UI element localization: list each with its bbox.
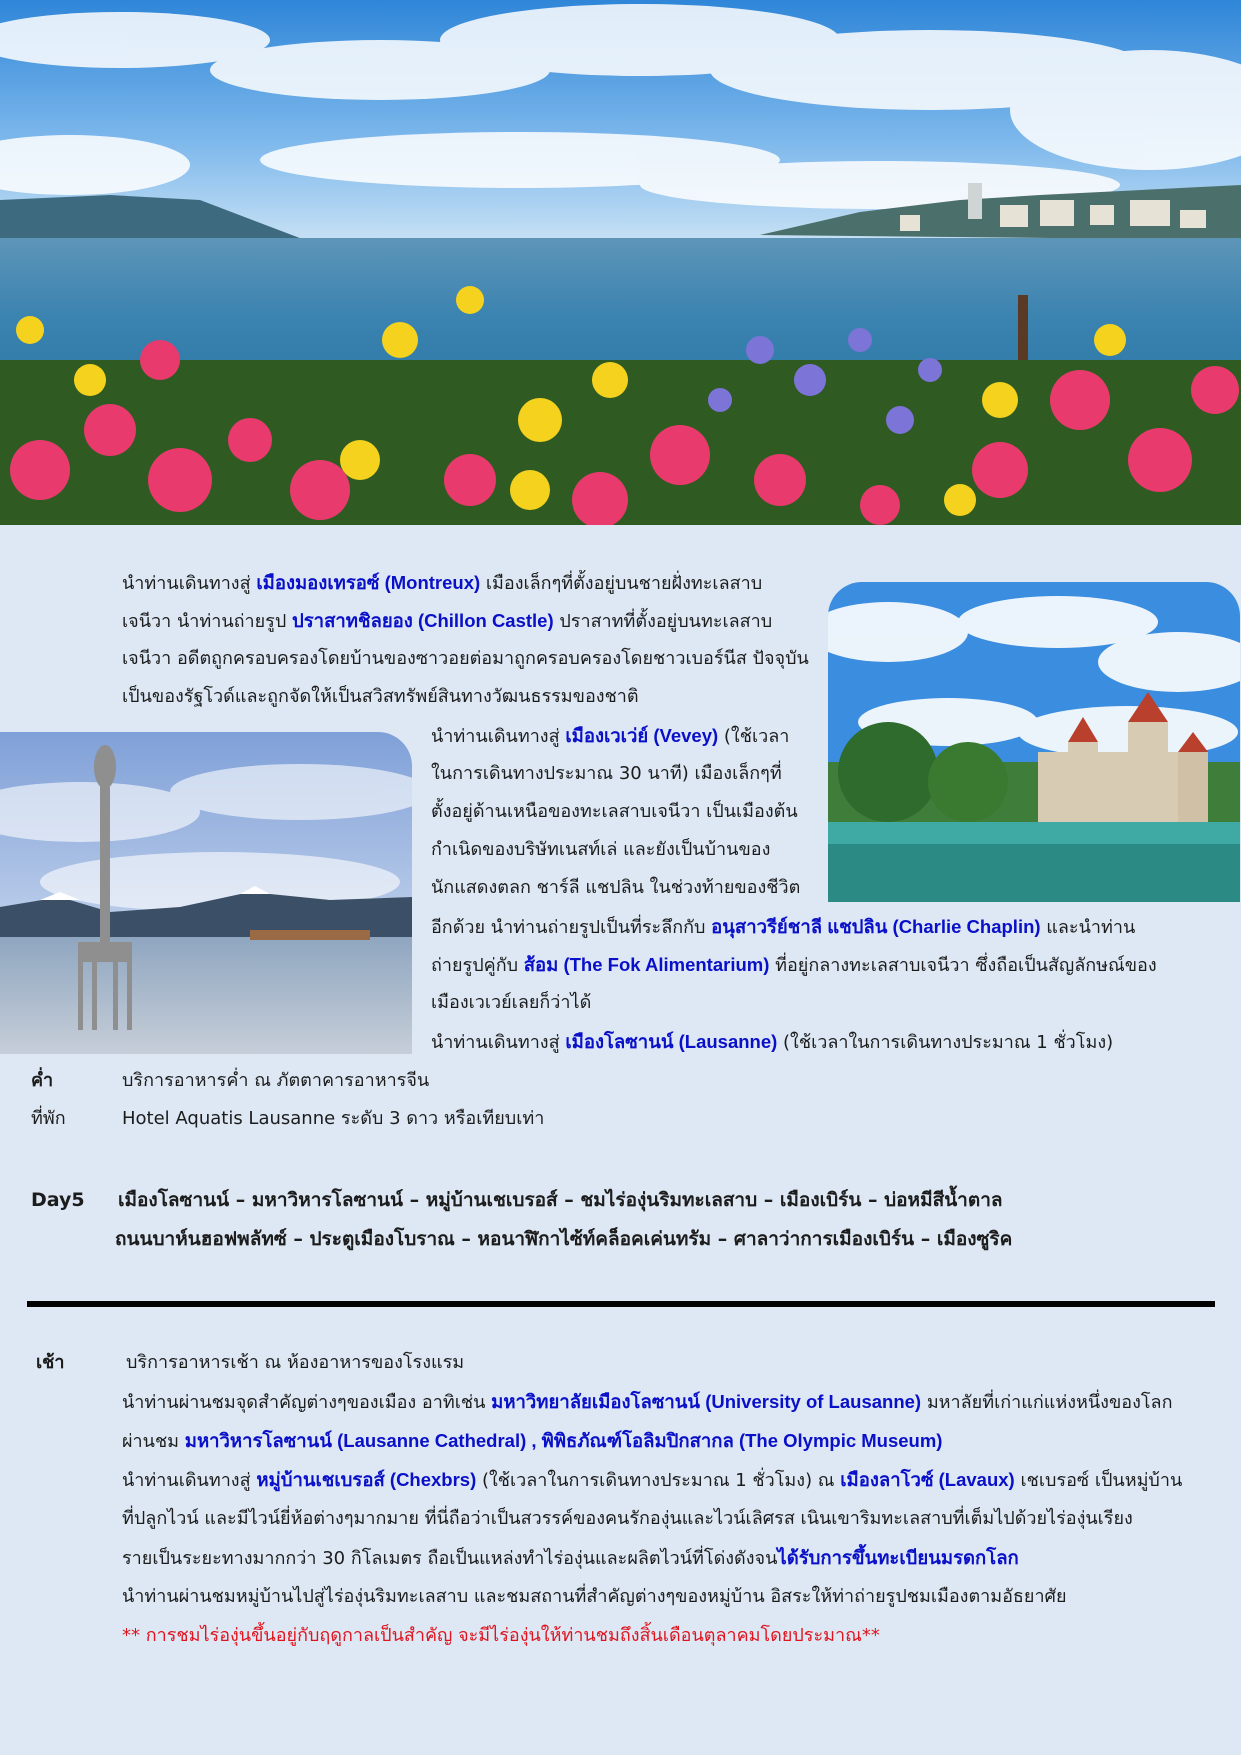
vevey-line-3: ตั้งอยู่ด้านเหนือของทะเลสาบเจนีวา เป็นเมืองต้น <box>431 801 798 822</box>
vevey-line-8: เมืองเวเวย์เลยก็ว่าได้ <box>431 992 592 1013</box>
lausanne-line-4: ที่ปลูกไวน์ และมีไวน์ยี่ห้อต่างๆมากมาย ที่นี่ถือว่าเป็นสวรรค์ของคนรักองุ่นและไวน์เลิศรส เนินเขาริมทะเลสาบที่เต็มไปด้วยไร่องุ่นเรียง <box>122 1508 1133 1529</box>
chillon-castle-image <box>828 582 1240 902</box>
vevey-line-9: นำท่านเดินทางสู่ เมืองโลซานน์ (Lausanne) (ใช้เวลาในการเดินทางประมาณ 1 ชั่วโมง) <box>431 1031 1114 1053</box>
hotel-label: ที่พัก <box>31 1108 66 1129</box>
day-title-line-1: เมืองโลซานน์ – มหาวิหารโลซานน์ – หมู่บ้านเชเบรอส์ – ชมไร่องุ่นริมทะเลสาบ – เมืองเบิร์น – บ่อหมีสีน้ำตาล <box>118 1189 1003 1211</box>
vevey-line-2: ในการเดินทางประมาณ 30 นาที) เมืองเล็กๆที่ <box>431 763 782 784</box>
breakfast-label: เช้า <box>36 1352 65 1373</box>
montreux-line-3: เจนีวา อดีตถูกครอบครองโดยบ้านของซาวอยต่อมาถูกครอบครองโดยชาวเบอร์นีส ปัจจุบัน <box>122 648 809 669</box>
breakfast-text: บริการอาหารเช้า ณ ห้องอาหารของโรงแรม <box>126 1352 465 1373</box>
vevey-line-1: นำท่านเดินทางสู่ เมืองเวเว่ย์ (Vevey) (ใช้เวลา <box>431 725 790 747</box>
hotel-text: Hotel Aquatis Lausanne ระดับ 3 ดาว หรือเทียบเท่า <box>122 1108 545 1129</box>
lausanne-line-5: รายเป็นระยะทางมากกว่า 30 กิโลเมตร ถือเป็นแหล่งทำไร่องุ่นและผลิตไวน์ที่โด่งดังจนได้รับการขึ้นทะเบียนมรดกโลก <box>122 1547 1019 1569</box>
vevey-line-4: กำเนิดของบริษัทเนสท์เล่ และยังเป็นบ้านของ <box>431 839 771 860</box>
fork-alimentarium-image <box>0 732 412 1054</box>
vineyard-note: ** การชมไร่องุ่นขึ้นอยู่กับฤดูกาลเป็นสำคัญ จะมีไร่องุ่นให้ท่านชมถึงสิ้นเดือนตุลาคมโดยประมาณ** <box>122 1625 880 1646</box>
lausanne-line-6: นำท่านผ่านชมหมู่บ้านไปสู่ไร่องุ่นริมทะเลสาบ และชมสถานที่สำคัญต่างๆของหมู่บ้าน อิสระให้ท่าถ่ายรูปชมเมืองตามอัธยาศัย <box>122 1586 1067 1607</box>
dinner-text: บริการอาหารค่ำ ณ ภัตตาคารอาหารจีน <box>122 1070 430 1091</box>
montreux-line-4: เป็นของรัฐโวด์และถูกจัดให้เป็นสวิสทรัพย์สินทางวัฒนธรรมของชาติ <box>122 686 639 707</box>
vevey-line-5: นักแสดงตลก ชาร์ลี แชปลิน ในช่วงท้ายของชีวิต <box>431 877 801 898</box>
lausanne-line-2: ผ่านชม มหาวิหารโลซานน์ (Lausanne Cathedral) , พิพิธภัณฑ์โอลิมปิกสากล (The Olympic Museum) <box>122 1430 943 1452</box>
lausanne-line-1: นำท่านผ่านชมจุดสำคัญต่างๆของเมือง อาทิเช่น มหาวิทยาลัยเมืองโลซานน์ (University of Lausanne) มหาลัยที่เก่าแก่แห่งหนึ่งของโลก <box>122 1391 1173 1413</box>
montreux-line-2: เจนีวา นำท่านถ่ายรูป ปราสาทชิลยอง (Chillon Castle) ปราสาทที่ตั้งอยู่บนทะเลสาบ <box>122 610 773 632</box>
vevey-line-6: อีกด้วย นำท่านถ่ายรูปเป็นที่ระลึกกับ อนุสาวรีย์ชาลี แชปลิน (Charlie Chaplin) และนำท่าน <box>431 916 1136 938</box>
montreux-line-1: นำท่านเดินทางสู่ เมืองมองเทรอซ์ (Montreux) เมืองเล็กๆที่ตั้งอยู่บนชายฝั่งทะเลสาบ <box>122 572 763 594</box>
day-label: Day5 <box>31 1189 85 1211</box>
section-divider <box>27 1301 1215 1307</box>
day-title-line-2: ถนนบาห์นฮอฟพลัทซ์ – ประตูเมืองโบราณ – หอนาฬิกาไซ้ท์คล็อคเค่นทรัม – ศาลาว่าการเมืองเบิร์น – เมืองซูริค <box>115 1228 1013 1250</box>
hero-lake-image <box>0 0 1241 525</box>
lausanne-line-3: นำท่านเดินทางสู่ หมู่บ้านเชเบรอส์ (Chexbrs) (ใช้เวลาในการเดินทางประมาณ 1 ชั่วโมง) ณ เมืองลาโวซ์ (Lavaux) เชเบรอซ์ เป็นหมู่บ้าน <box>122 1469 1183 1491</box>
dinner-label: ค่ำ <box>31 1070 54 1091</box>
vevey-line-7: ถ่ายรูปคู่กับ ส้อม (The Fok Alimentarium) ที่อยู่กลางทะเลสาบเจนีวา ซึ่งถือเป็นสัญลักษณ์ของ <box>431 954 1157 976</box>
